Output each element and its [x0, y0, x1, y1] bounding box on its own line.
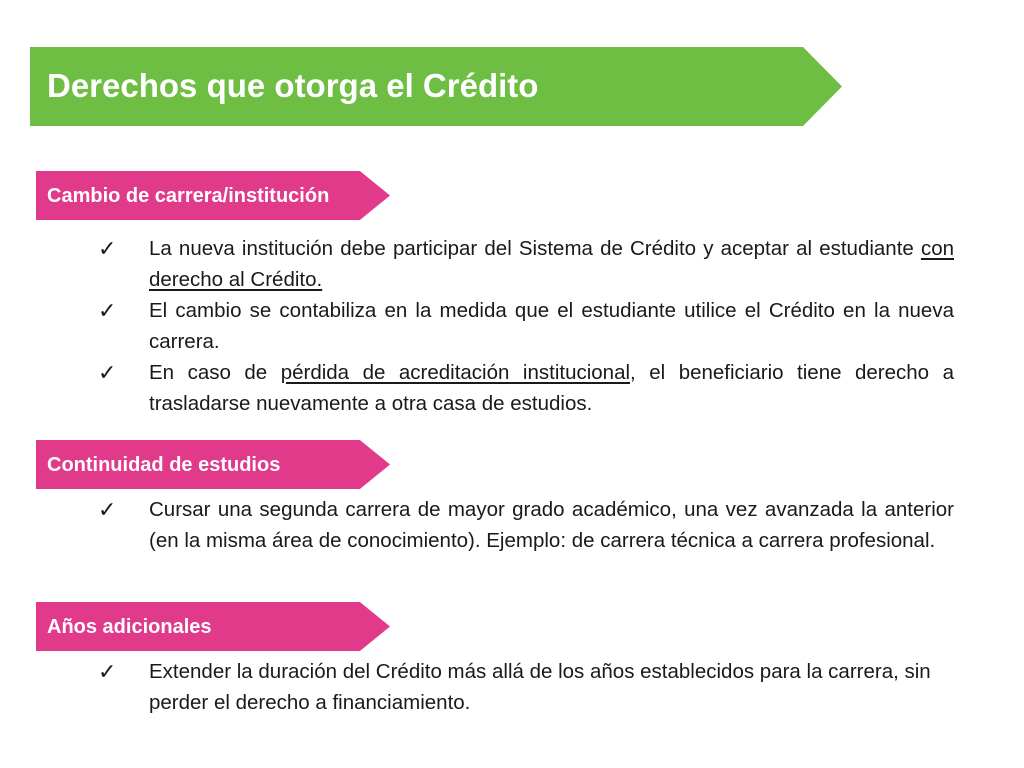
- checkmark-icon: ✓: [98, 298, 117, 323]
- bullet-list: [98, 494, 954, 556]
- list-item: [98, 494, 954, 556]
- underlined-text: con derecho al Crédito.: [149, 237, 954, 291]
- list-item: [98, 656, 954, 718]
- bullet-text: Cursar una segunda carrera de mayor grado académico, una vez avanzada la anterior (en la misma área de conocimiento). Ejemplo: de carrera técnica a carrera profesional.: [149, 498, 954, 552]
- bullet-text: Extender la duración del Crédito más allá de los años establecidos para la carrera, sin perder el derecho a financiamiento.: [149, 660, 931, 714]
- bullet-list: [98, 656, 954, 718]
- section-label: Continuidad de estudios: [47, 454, 281, 476]
- underlined-text: pérdida de acreditación institucional: [280, 361, 631, 384]
- bullet-text: , el beneficiario tiene derecho a trasladarse nuevamente a otra casa de estudios.: [149, 361, 954, 415]
- list-item: [98, 295, 954, 357]
- bullet-text: La nueva institución debe participar del Sistema de Crédito y aceptar al estudiante: [149, 237, 921, 260]
- slide-title: Derechos que otorga el Crédito: [47, 67, 539, 104]
- checkmark-icon: ✓: [98, 497, 117, 522]
- bullet-list: [98, 233, 954, 419]
- list-item: [98, 357, 954, 419]
- bullet-text: El cambio se contabiliza en la medida que el estudiante utilice el Crédito en la nueva carrera.: [149, 299, 954, 353]
- checkmark-icon: ✓: [98, 236, 117, 261]
- checkmark-icon: ✓: [98, 360, 117, 385]
- list-item: [98, 233, 954, 295]
- section-label: Años adicionales: [47, 616, 212, 638]
- bullet-text: En caso de: [149, 361, 281, 384]
- section-label: Cambio de carrera/institución: [47, 185, 330, 207]
- checkmark-icon: ✓: [98, 659, 117, 684]
